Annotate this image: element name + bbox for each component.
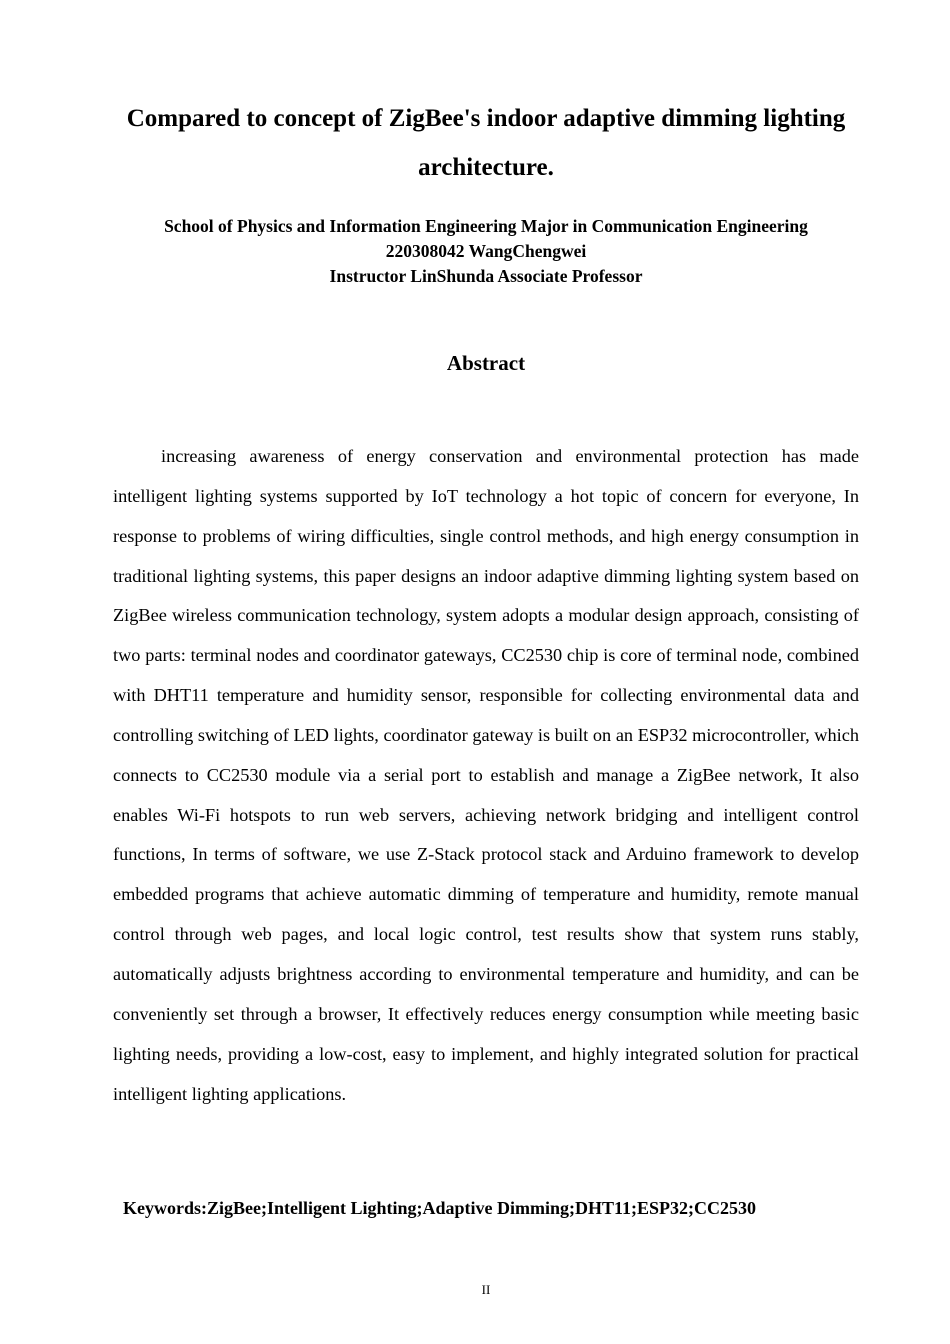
author-block — [100, 214, 872, 289]
affiliation-line: School of Physics and Information Engineering Major in Communication Engineering — [164, 216, 808, 236]
instructor-line: Instructor LinShunda Associate Professor — [329, 266, 643, 286]
author-line: 220308042 WangChengwei — [385, 241, 587, 261]
keywords-line: Keywords:ZigBee;Intelligent Lighting;Adaptive Dimming;DHT11;ESP32;CC2530 — [123, 1198, 756, 1218]
page-number: II — [481, 1282, 491, 1297]
abstract-heading: Abstract — [446, 351, 526, 375]
abstract-paragraph: increasing awareness of energy conservation and environmental protection has made intelligent lighting systems supported by IoT technology a hot topic of concern for everyone, In response to problems of wiring difficulties, single control methods, and high energy consumption in traditional lighting systems, this paper designs an indoor adaptive dimming lighting system based on ZigBee wireless communication technology, system adopts a modular design approach, consisting of two parts: terminal nodes and coordinator gateways, CC2530 chip is core of terminal node, combined with DHT11 temperature and humidity sensor, responsible for collecting environmental data and controlling switching of LED lights, coordinator gateway is built on an ESP32 microcontroller, which connects to CC2530 module via a serial port to establish and manage a ZigBee network, It also enables Wi-Fi hotspots to run web servers, achieving network bridging and intelligent control functions, In terms of software, we use Z-Stack protocol stack and Arduino framework to develop embedded programs that achieve automatic dimming of temperature and humidity, remote manual control through web pages, and local logic control, test results show that system runs stably, automatically adjusts brightness according to environmental temperature and humidity, and can be conveniently set through a browser, It effectively reduces energy consumption while meeting basic lighting needs, providing a low-cost, easy to implement, and highly integrated solution for practical intelligent lighting applications. — [113, 446, 859, 1104]
paper-title: Compared to concept of ZigBee's indoor adaptive dimming lighting architecture. — [126, 105, 846, 181]
